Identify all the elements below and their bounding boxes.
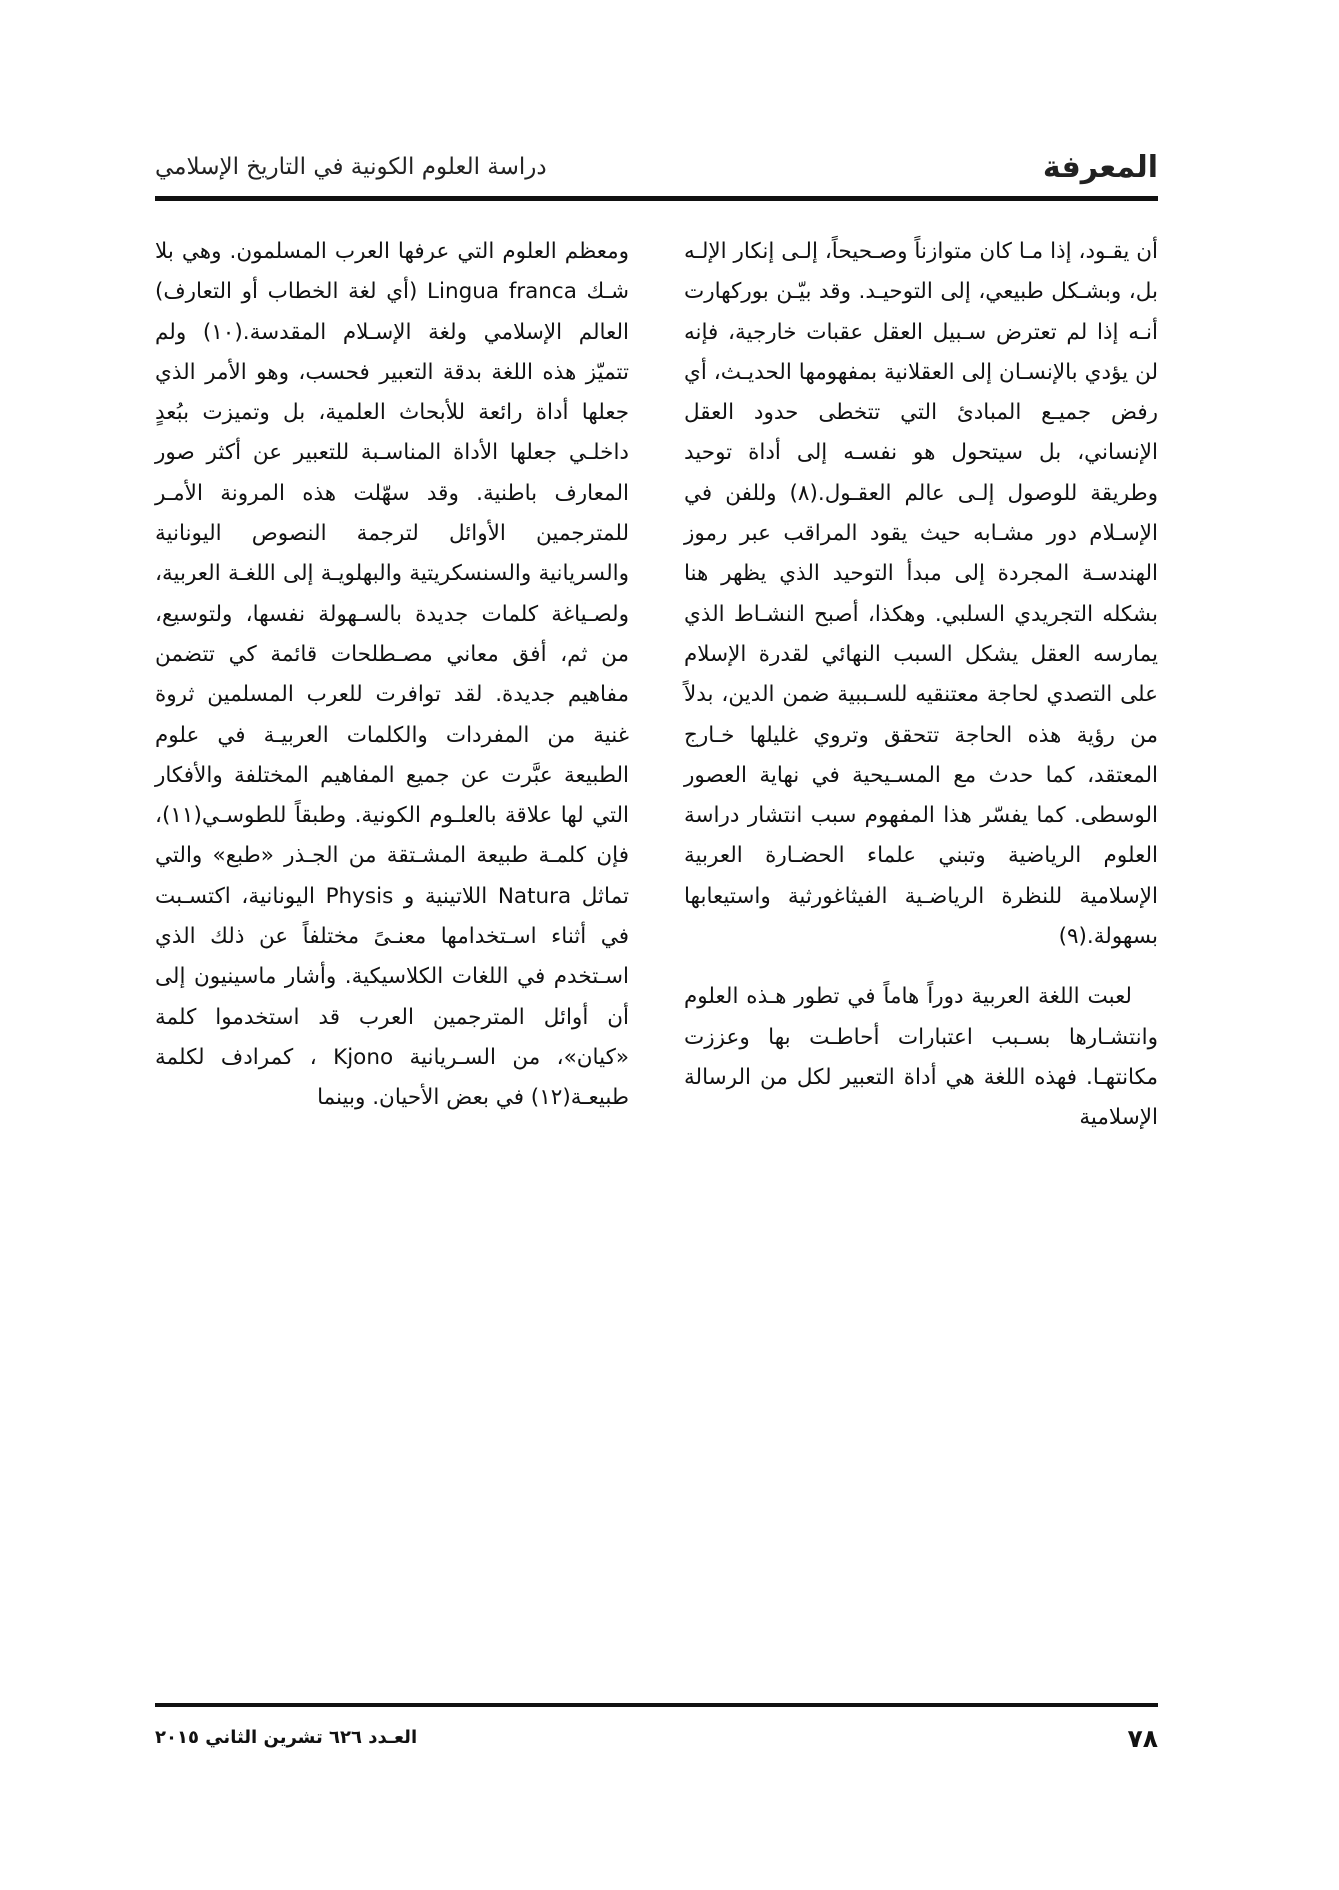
right-column	[684, 232, 1158, 1139]
left-column	[155, 232, 629, 1119]
paragraph: أن يقـود، إذا مـا كان متوازناً وصـحيحاً، إلـى إنكار الإلـه بل، وبشـكل طبيعي، إلى التوحيـد. وقد بيّـن بوركهارت أنـه إذا لم تعترض سـبيل العقل عقبات خارجية، فإنه لن يؤدي بالإنسـان إلى العقلانية بمفهومها الحديـث، أي رفض جميـع المبادئ التي تتخطى حدود العقل الإنساني، بل سيتحول هو نفسـه إلى أداة توحيد وطريقة للوصول إلـى عالم العقـول.(٨) وللفن في الإسـلام دور مشـابه حيث يقود المراقب عبر رموز الهندسـة المجردة إلى مبدأ التوحيد الذي يظهر هنا بشكله التجريدي السلبي. وهكذا، أصبح النشـاط الذي يمارسه العقل يشكل السبب النهائي لقدرة الإسلام على التصدي لحاجة معتنقيه للسـببية ضمن الدين، بدلاً من رؤية هذه الحاجة تتحقق وتروي غليلها خـارج المعتقد، كما حدث مع المسـيحية في نهاية العصور الوسطى. كما يفسّر هذا المفهوم سبب انتشار دراسة العلوم الرياضية وتبني علماء الحضـارة العربية الإسلامية للنظرة الرياضـية الفيثاغورثية واستيعابها بسهولة.(٩)	[684, 239, 1158, 950]
page-header	[155, 148, 1158, 190]
paragraph: ومعظم العلوم التي عرفها العرب المسلمون. وهي بلا شـك Lingua franca (أي لغة الخطاب أو التعارف) العالم الإسلامي ولغة الإسـلام المقدسة.(١٠) ولم تتميّز هذه اللغة بدقة التعبير فحسب، وهو الأمر الذي جعلها أداة رائعة للأبحاث العلمية، بل وتميزت ببُعدٍ داخلـي جعلها الأداة المناسـبة للتعبير عن أكثر صور المعارف باطنية. وقد سهّلت هذه المرونة الأمـر للمترجمين الأوائل لترجمة النصوص اليونانية والسريانية والسنسكريتية والبهلويـة إلى اللغـة العربية، ولصـياغة كلمات جديدة بالسـهولة نفسها، ولتوسيع، من ثم، أفق معاني مصـطلحات قائمة كي تتضمن مفاهيم جديدة. لقد توافرت للعرب المسلمين ثروة غنية من المفردات والكلمات العربيـة في علوم الطبيعة عبَّرت عن جميع المفاهيم المختلفة والأفكار التي لها علاقة بالعلـوم الكونية. وطبقاً للطوسـي(١١)، فإن كلمـة طبيعة المشـتقة من الجـذر «طبع» والتي تماثل Natura اللاتينية و Physis اليونانية، اكتسـبت في أثناء اسـتخدامها معنـىً مختلفاً عن ذلك الذي اسـتخدم في اللغات الكلاسيكية. وأشار ماسينيون إلى أن أوائل المترجمين العرب قد استخدموا كلمة «كيان»، من السـريانية Kjono ، كمرادف لكلمة طبيعـة(١٢) في بعض الأحيان. وبينما	[155, 239, 630, 1111]
paragraph: لعبت اللغة العربية دوراً هاماً في تطور هـذه العلوم وانتشـارها بسـبب اعتبارات أحاطـت بها وعززت مكانتهـا. فهذه اللغة هي أداة التعبير لكل من الرسالة الإسلامية	[684, 984, 1158, 1131]
page-footer	[155, 1724, 1158, 1764]
issue-info: العـدد ٦٢٦ تشرين الثاني ٢٠١٥	[155, 1727, 418, 1748]
header-rule	[155, 196, 1158, 201]
page-number: ٧٨	[1127, 1724, 1158, 1753]
magazine-logo: المعرفة	[1042, 150, 1158, 185]
running-title: دراسة العلوم الكونية في التاريخ الإسلامي	[155, 154, 547, 180]
footer-rule	[155, 1703, 1158, 1707]
